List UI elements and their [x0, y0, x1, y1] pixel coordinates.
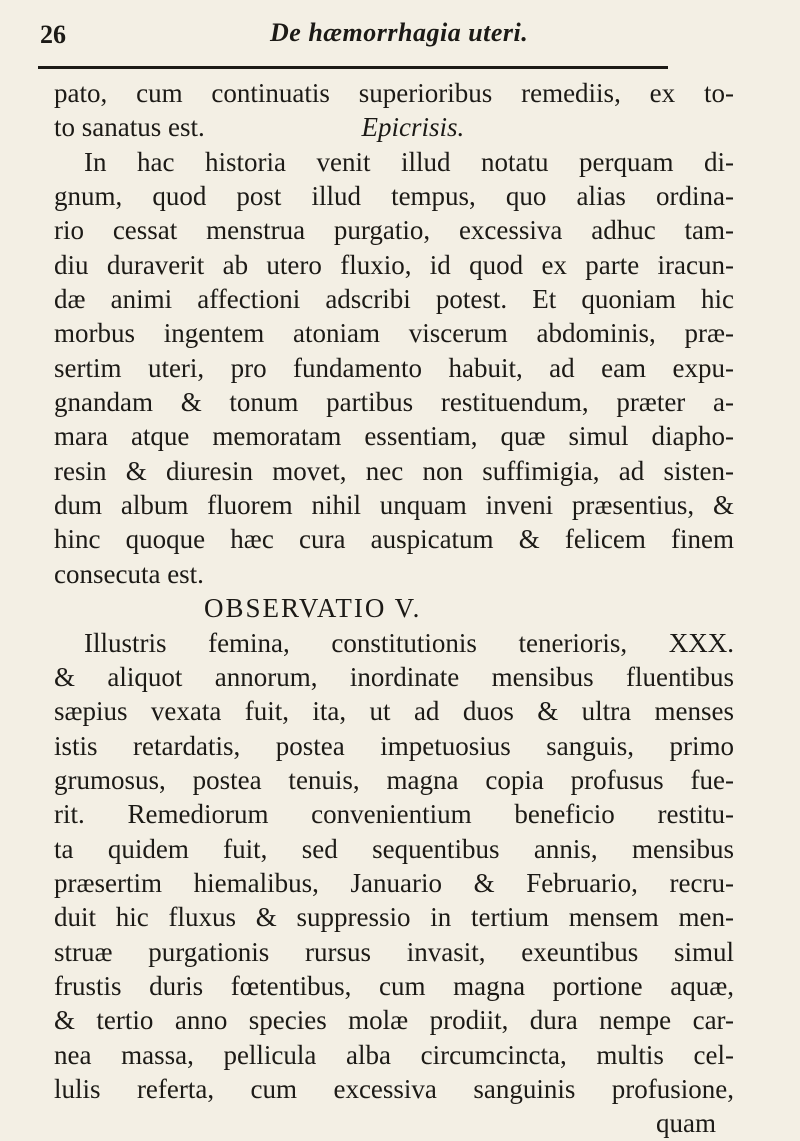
- text-line: istis retardatis, postea impetuosius sanguis, primo: [54, 730, 734, 761]
- text-line: struæ purgationis rursus invasit, exeuntibus simul: [54, 936, 734, 967]
- header-rule: [38, 66, 668, 69]
- text-line: rit. Remediorum convenientium beneficio restitu-: [54, 799, 734, 830]
- page-header: [40, 12, 680, 52]
- text-line: gnum, quod post illud tempus, quo alias ordina-: [54, 181, 734, 212]
- text-line: grumosus, postea tenuis, magna copia profusus fue-: [54, 764, 734, 795]
- text-line: dum album fluorem nihil unquam inveni præsentius, &: [54, 490, 734, 521]
- text-line: lulis referta, cum excessiva sanguinis profusione,: [54, 1073, 734, 1104]
- text-line: consecuta est.: [54, 558, 204, 589]
- catchword: quam: [656, 1108, 716, 1139]
- text-line: rio cessat menstrua purgatio, excessiva adhuc tam-: [54, 215, 734, 246]
- running-head: De hæmorrhagia uteri.: [270, 18, 529, 47]
- text-line: mara atque memoratam essentiam, quæ simul diapho-: [54, 421, 734, 452]
- text-line: resin & diuresin movet, nec non suffimigia, ad sisten-: [54, 455, 734, 486]
- text-line: hinc quoque hæc cura auspicatum & felicem finem: [54, 524, 734, 555]
- text-line: Illustris femina, constitutionis tenerioris, XXX.: [84, 627, 734, 658]
- text-line: & tertio anno species molæ prodiit, dura nempe car-: [54, 1005, 734, 1036]
- text-line: dæ animi affectioni adscribi potest. Et quoniam hic: [54, 284, 734, 315]
- text-line: diu duraverit ab utero fluxio, id quod ex parte iracun-: [54, 249, 734, 280]
- page-number: 26: [40, 20, 66, 49]
- text-line: sæpius vexata fuit, ita, ut ad duos & ultra menses: [54, 696, 734, 727]
- text-line: pato, cum continuatis superioribus remediis, ex to-: [54, 78, 734, 108]
- text-line: nea massa, pellicula alba circumcincta, multis cel-: [54, 1039, 734, 1070]
- text-line: ta quidem fuit, sed sequentibus annis, mensibus: [54, 833, 734, 864]
- text-line: gnandam & tonum partibus restituendum, præter a-: [54, 387, 734, 418]
- epicrisis-label: Epicrisis.: [361, 112, 465, 143]
- text-line: In hac historia venit illud notatu perquam di-: [84, 146, 734, 177]
- body-text: [54, 76, 734, 1141]
- text-line: duit hic fluxus & suppressio in tertium mensem men-: [54, 902, 734, 933]
- text-line: to sanatus est. Epicrisis.: [54, 112, 465, 143]
- observation-heading: OBSERVATIO V.: [204, 593, 422, 624]
- text-line: & aliquot annorum, inordinate mensibus fluentibus: [54, 661, 734, 692]
- text-line: morbus ingentem atoniam viscerum abdominis, præ-: [54, 318, 734, 349]
- text-line: præsertim hiemalibus, Januario & Februario, recru-: [54, 867, 734, 898]
- text-line: frustis duris fœtentibus, cum magna portione aquæ,: [54, 970, 734, 1001]
- text-line: sertim uteri, pro fundamento habuit, ad eam expu-: [54, 352, 734, 383]
